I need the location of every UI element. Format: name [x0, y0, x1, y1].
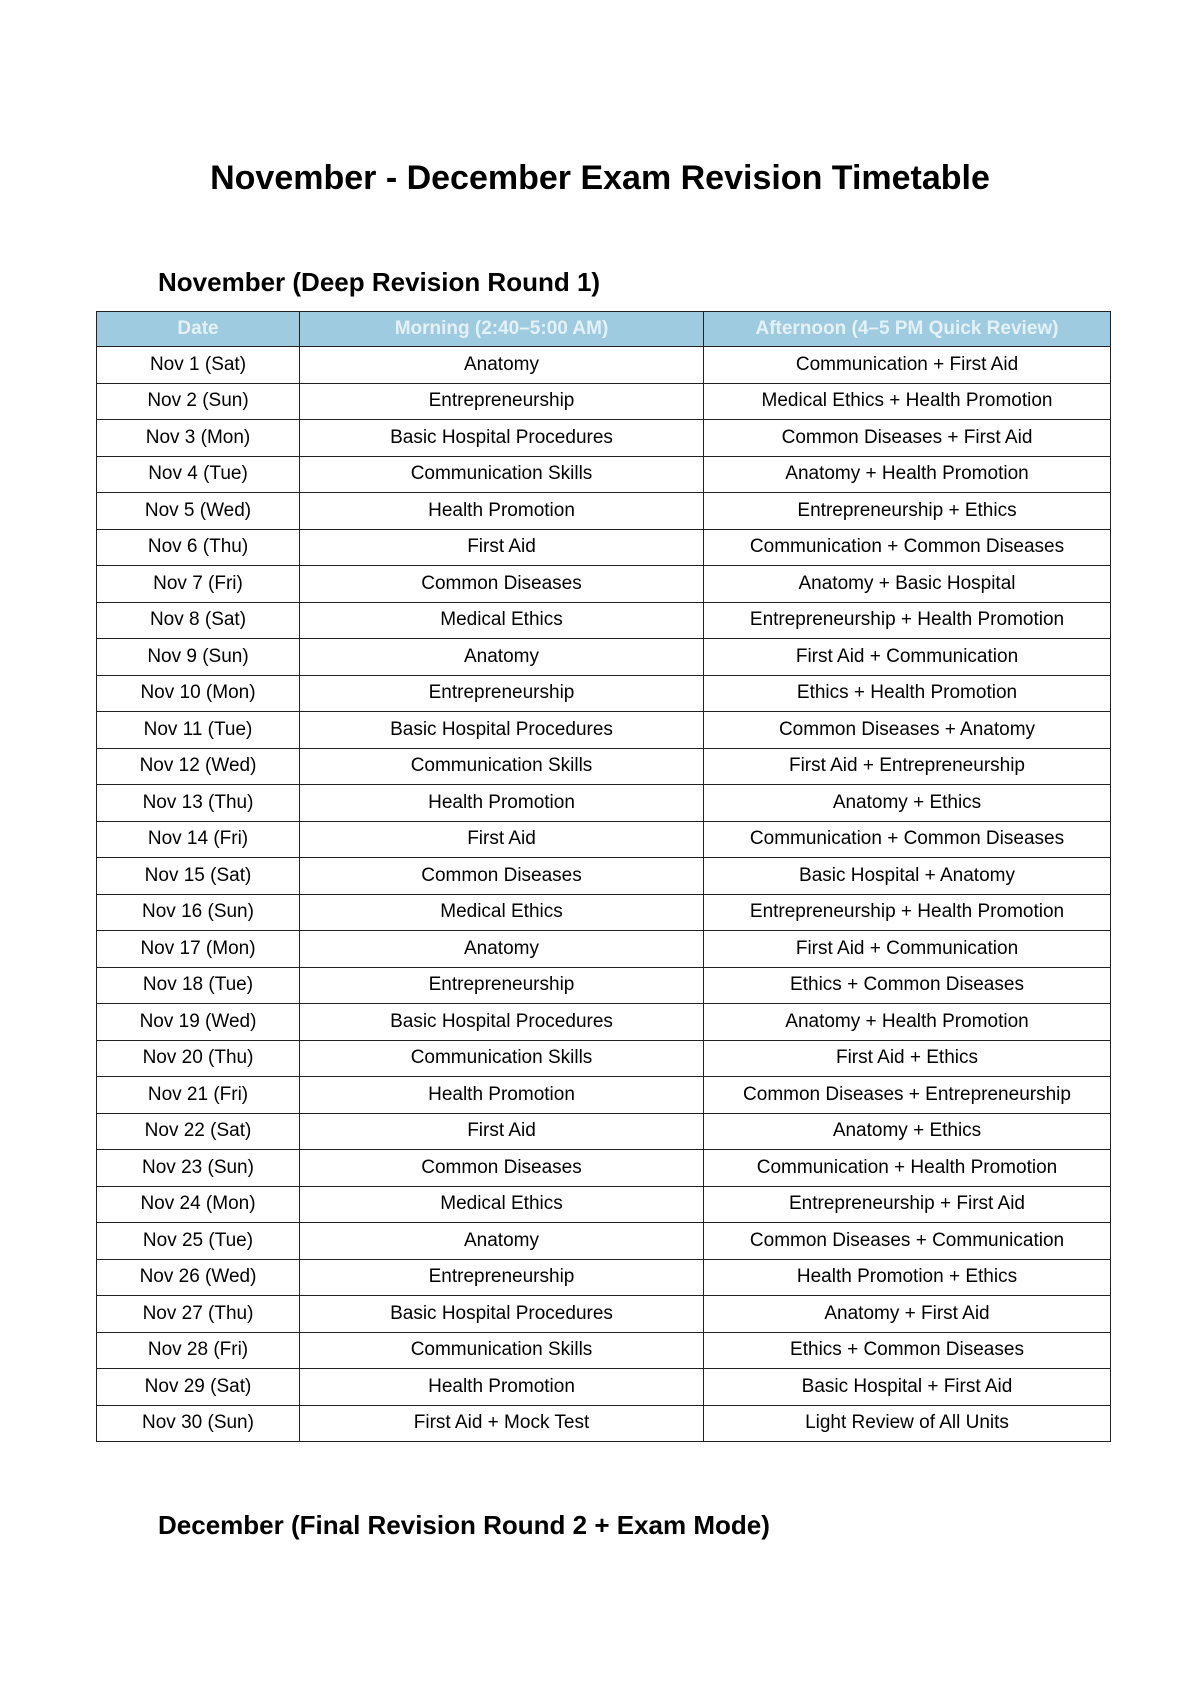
morning-cell: Anatomy — [300, 347, 704, 384]
column-header-date: Date — [97, 312, 300, 347]
date-cell: Nov 4 (Tue) — [97, 456, 300, 493]
table-body — [97, 347, 1111, 1442]
afternoon-cell: Anatomy + Health Promotion — [704, 456, 1111, 493]
date-cell: Nov 27 (Thu) — [97, 1296, 300, 1333]
afternoon-cell: Entrepreneurship + First Aid — [704, 1186, 1111, 1223]
afternoon-cell: Common Diseases + Anatomy — [704, 712, 1111, 749]
december-heading: December (Final Revision Round 2 + Exam Mode) — [158, 1510, 770, 1540]
table-row — [97, 1150, 1111, 1187]
table-row — [97, 1113, 1111, 1150]
afternoon-cell: Basic Hospital + First Aid — [704, 1369, 1111, 1406]
morning-cell: Basic Hospital Procedures — [300, 420, 704, 457]
afternoon-cell: Entrepreneurship + Ethics — [704, 493, 1111, 530]
november-heading: November (Deep Revision Round 1) — [158, 267, 601, 297]
date-cell: Nov 12 (Wed) — [97, 748, 300, 785]
afternoon-cell: Light Review of All Units — [704, 1405, 1111, 1442]
november-timetable — [96, 311, 1111, 1442]
date-cell: Nov 13 (Thu) — [97, 785, 300, 822]
morning-cell: Anatomy — [300, 931, 704, 968]
afternoon-cell: Communication + Common Diseases — [704, 821, 1111, 858]
morning-cell: Entrepreneurship — [300, 675, 704, 712]
table-row — [97, 894, 1111, 931]
afternoon-cell: First Aid + Communication — [704, 639, 1111, 676]
date-cell: Nov 24 (Mon) — [97, 1186, 300, 1223]
date-cell: Nov 1 (Sat) — [97, 347, 300, 384]
afternoon-cell: Communication + First Aid — [704, 347, 1111, 384]
morning-cell: Health Promotion — [300, 493, 704, 530]
morning-cell: Medical Ethics — [300, 602, 704, 639]
table-row — [97, 1296, 1111, 1333]
afternoon-cell: Entrepreneurship + Health Promotion — [704, 602, 1111, 639]
date-cell: Nov 18 (Tue) — [97, 967, 300, 1004]
afternoon-cell: Anatomy + First Aid — [704, 1296, 1111, 1333]
morning-cell: First Aid — [300, 529, 704, 566]
morning-cell: Health Promotion — [300, 785, 704, 822]
date-cell: Nov 30 (Sun) — [97, 1405, 300, 1442]
table-row — [97, 529, 1111, 566]
date-cell: Nov 20 (Thu) — [97, 1040, 300, 1077]
date-cell: Nov 2 (Sun) — [97, 383, 300, 420]
date-cell: Nov 5 (Wed) — [97, 493, 300, 530]
date-cell: Nov 19 (Wed) — [97, 1004, 300, 1041]
morning-cell: Entrepreneurship — [300, 967, 704, 1004]
date-cell: Nov 14 (Fri) — [97, 821, 300, 858]
table-row — [97, 1369, 1111, 1406]
morning-cell: Communication Skills — [300, 1332, 704, 1369]
table-row — [97, 675, 1111, 712]
table-row — [97, 639, 1111, 676]
table-row — [97, 858, 1111, 895]
table-row — [97, 383, 1111, 420]
morning-cell: First Aid + Mock Test — [300, 1405, 704, 1442]
date-cell: Nov 15 (Sat) — [97, 858, 300, 895]
morning-cell: First Aid — [300, 821, 704, 858]
afternoon-cell: First Aid + Ethics — [704, 1040, 1111, 1077]
table-row — [97, 712, 1111, 749]
table-row — [97, 931, 1111, 968]
morning-cell: First Aid — [300, 1113, 704, 1150]
afternoon-cell: Anatomy + Ethics — [704, 1113, 1111, 1150]
afternoon-cell: Communication + Common Diseases — [704, 529, 1111, 566]
afternoon-cell: Ethics + Common Diseases — [704, 967, 1111, 1004]
date-cell: Nov 3 (Mon) — [97, 420, 300, 457]
morning-cell: Basic Hospital Procedures — [300, 1296, 704, 1333]
table-row — [97, 1040, 1111, 1077]
afternoon-cell: Anatomy + Basic Hospital — [704, 566, 1111, 603]
date-cell: Nov 21 (Fri) — [97, 1077, 300, 1114]
page-title: November - December Exam Revision Timetable — [210, 159, 990, 197]
table-row — [97, 602, 1111, 639]
morning-cell: Entrepreneurship — [300, 383, 704, 420]
date-cell: Nov 25 (Tue) — [97, 1223, 300, 1260]
table-row — [97, 821, 1111, 858]
column-header-morning: Morning (2:40–5:00 AM) — [300, 312, 704, 347]
table-row — [97, 785, 1111, 822]
table-row — [97, 967, 1111, 1004]
afternoon-cell: Ethics + Common Diseases — [704, 1332, 1111, 1369]
morning-cell: Communication Skills — [300, 748, 704, 785]
date-cell: Nov 8 (Sat) — [97, 602, 300, 639]
morning-cell: Medical Ethics — [300, 1186, 704, 1223]
column-header-afternoon: Afternoon (4–5 PM Quick Review) — [704, 312, 1111, 347]
afternoon-cell: Anatomy + Ethics — [704, 785, 1111, 822]
date-cell: Nov 7 (Fri) — [97, 566, 300, 603]
morning-cell: Basic Hospital Procedures — [300, 1004, 704, 1041]
afternoon-cell: Common Diseases + Entrepreneurship — [704, 1077, 1111, 1114]
date-cell: Nov 23 (Sun) — [97, 1150, 300, 1187]
table-row — [97, 1004, 1111, 1041]
date-cell: Nov 22 (Sat) — [97, 1113, 300, 1150]
morning-cell: Entrepreneurship — [300, 1259, 704, 1296]
morning-cell: Anatomy — [300, 1223, 704, 1260]
date-cell: Nov 26 (Wed) — [97, 1259, 300, 1296]
date-cell: Nov 28 (Fri) — [97, 1332, 300, 1369]
morning-cell: Anatomy — [300, 639, 704, 676]
afternoon-cell: Communication + Health Promotion — [704, 1150, 1111, 1187]
date-cell: Nov 11 (Tue) — [97, 712, 300, 749]
table-row — [97, 1223, 1111, 1260]
morning-cell: Common Diseases — [300, 858, 704, 895]
morning-cell: Common Diseases — [300, 566, 704, 603]
morning-cell: Health Promotion — [300, 1077, 704, 1114]
date-cell: Nov 16 (Sun) — [97, 894, 300, 931]
afternoon-cell: First Aid + Communication — [704, 931, 1111, 968]
table-row — [97, 1186, 1111, 1223]
afternoon-cell: Common Diseases + First Aid — [704, 420, 1111, 457]
date-cell: Nov 17 (Mon) — [97, 931, 300, 968]
date-cell: Nov 29 (Sat) — [97, 1369, 300, 1406]
afternoon-cell: Basic Hospital + Anatomy — [704, 858, 1111, 895]
table-row — [97, 456, 1111, 493]
afternoon-cell: Entrepreneurship + Health Promotion — [704, 894, 1111, 931]
morning-cell: Common Diseases — [300, 1150, 704, 1187]
date-cell: Nov 10 (Mon) — [97, 675, 300, 712]
table-row — [97, 1332, 1111, 1369]
date-cell: Nov 9 (Sun) — [97, 639, 300, 676]
table-row — [97, 420, 1111, 457]
table-row — [97, 1077, 1111, 1114]
table-row — [97, 748, 1111, 785]
morning-cell: Communication Skills — [300, 456, 704, 493]
table-row — [97, 493, 1111, 530]
table-row — [97, 347, 1111, 384]
table-row — [97, 566, 1111, 603]
afternoon-cell: Ethics + Health Promotion — [704, 675, 1111, 712]
morning-cell: Basic Hospital Procedures — [300, 712, 704, 749]
afternoon-cell: First Aid + Entrepreneurship — [704, 748, 1111, 785]
afternoon-cell: Medical Ethics + Health Promotion — [704, 383, 1111, 420]
morning-cell: Medical Ethics — [300, 894, 704, 931]
table-row — [97, 1405, 1111, 1442]
afternoon-cell: Anatomy + Health Promotion — [704, 1004, 1111, 1041]
morning-cell: Communication Skills — [300, 1040, 704, 1077]
afternoon-cell: Health Promotion + Ethics — [704, 1259, 1111, 1296]
morning-cell: Health Promotion — [300, 1369, 704, 1406]
afternoon-cell: Common Diseases + Communication — [704, 1223, 1111, 1260]
table-header-row — [97, 312, 1111, 347]
date-cell: Nov 6 (Thu) — [97, 529, 300, 566]
table-row — [97, 1259, 1111, 1296]
